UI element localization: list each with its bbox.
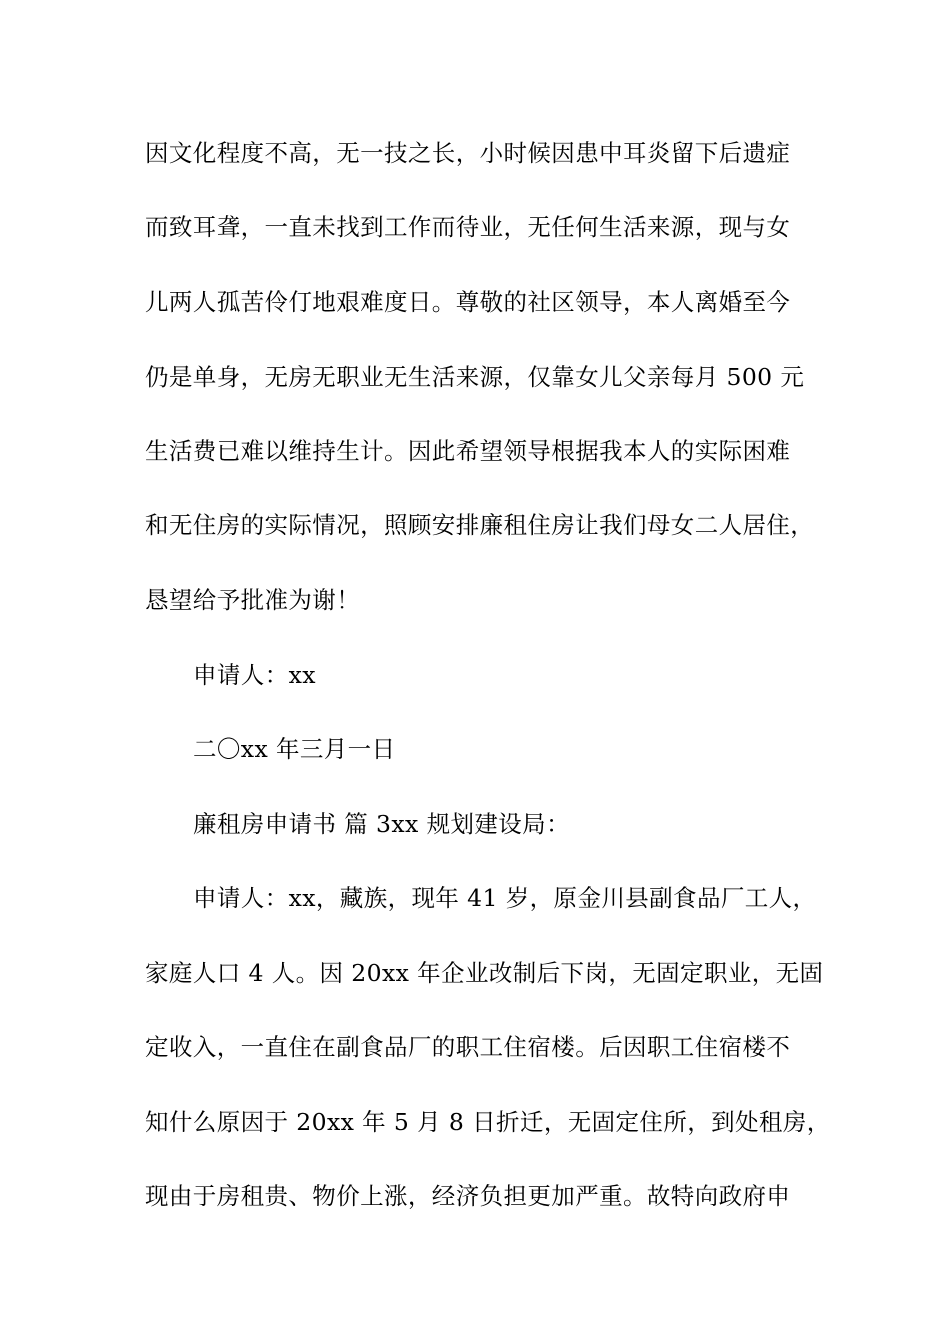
paragraph-line: 家庭人口 4 人。因 20xx 年企业改制后下岗，无固定职业，无固 (145, 959, 824, 987)
paragraph-line: 知什么原因于 20xx 年 5 月 8 日折迁，无固定住所，到处租房， (145, 1108, 831, 1136)
paragraph-line: 因文化程度不高，无一技之长，小时候因患中耳炎留下后遗症 (145, 139, 791, 167)
applicant-signature: 申请人：xx (193, 661, 316, 689)
paragraph-line: 而致耳聋，一直未找到工作而待业，无任何生活来源，现与女 (145, 213, 791, 241)
paragraph-line: 生活费已难以维持生计。因此希望领导根据我本人的实际困难 (145, 437, 791, 465)
paragraph-line: 儿两人孤苦伶仃地艰难度日。尊敬的社区领导，本人离婚至今 (145, 288, 791, 316)
date-line: 二〇xx 年三月一日 (193, 735, 396, 763)
paragraph-line: 恳望给予批准为谢！ (145, 586, 361, 614)
paragraph-line: 申请人：xx，藏族，现年 41 岁，原金川县副食品厂工人， (193, 884, 817, 912)
paragraph-line: 和无住房的实际情况，照顾安排廉租住房让我们母女二人居住， (145, 511, 815, 539)
paragraph-line: 现由于房租贵、物价上涨，经济负担更加严重。故特向政府申 (145, 1182, 791, 1210)
section-heading: 廉租房申请书 篇 3xx 规划建设局： (193, 810, 570, 838)
paragraph-line: 仍是单身，无房无职业无生活来源，仅靠女儿父亲每月 500 元 (145, 363, 805, 391)
paragraph-line: 定收入，一直住在副食品厂的职工住宿楼。后因职工住宿楼不 (145, 1033, 791, 1061)
